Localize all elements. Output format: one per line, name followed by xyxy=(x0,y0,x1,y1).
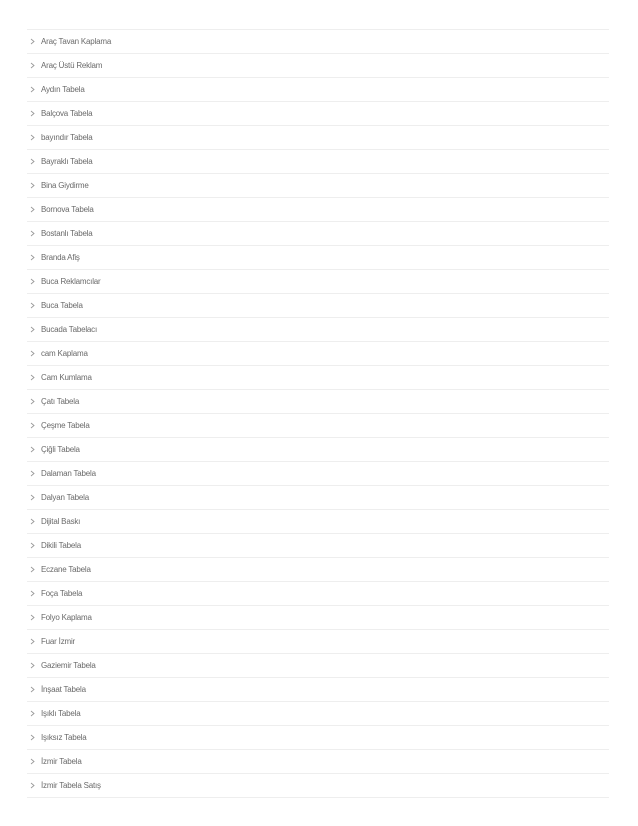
category-link[interactable]: Bornova Tabela xyxy=(41,205,94,214)
category-link[interactable]: Işıksız Tabela xyxy=(41,733,87,742)
category-link[interactable]: Buca Reklamcılar xyxy=(41,277,101,286)
category-link[interactable]: Fuar İzmir xyxy=(41,637,76,646)
chevron-right-icon xyxy=(30,158,36,165)
list-item xyxy=(27,534,609,558)
category-link[interactable]: Branda Afiş xyxy=(41,253,80,262)
category-link[interactable]: Bayraklı Tabela xyxy=(41,157,93,166)
chevron-right-icon xyxy=(30,254,36,261)
category-link[interactable]: Işıklı Tabela xyxy=(41,709,81,718)
category-link[interactable]: Çiğli Tabela xyxy=(41,445,80,454)
category-link[interactable]: bayındır Tabela xyxy=(41,133,93,142)
list-item xyxy=(27,342,609,366)
list-item xyxy=(27,222,609,246)
chevron-right-icon xyxy=(30,446,36,453)
list-item xyxy=(27,294,609,318)
chevron-right-icon xyxy=(30,662,36,669)
chevron-right-icon xyxy=(30,230,36,237)
list-item xyxy=(27,54,609,78)
list-item xyxy=(27,582,609,606)
category-link[interactable]: Dalyan Tabela xyxy=(41,493,89,502)
list-item xyxy=(27,750,609,774)
list-item xyxy=(27,702,609,726)
chevron-right-icon xyxy=(30,350,36,357)
chevron-right-icon xyxy=(30,638,36,645)
chevron-right-icon xyxy=(30,110,36,117)
list-item xyxy=(27,774,609,798)
category-link[interactable]: Dalaman Tabela xyxy=(41,469,96,478)
category-link[interactable]: İzmir Tabela Satış xyxy=(41,781,101,790)
list-item xyxy=(27,102,609,126)
list-item xyxy=(27,126,609,150)
chevron-right-icon xyxy=(30,326,36,333)
chevron-right-icon xyxy=(30,422,36,429)
chevron-right-icon xyxy=(30,758,36,765)
category-link[interactable]: cam Kaplama xyxy=(41,349,88,358)
list-item xyxy=(27,150,609,174)
list-item xyxy=(27,510,609,534)
category-link[interactable]: Cam Kumlama xyxy=(41,373,92,382)
list-item xyxy=(27,606,609,630)
chevron-right-icon xyxy=(30,62,36,69)
category-link[interactable]: Buca Tabela xyxy=(41,301,83,310)
category-link[interactable]: Dikili Tabela xyxy=(41,541,81,550)
category-link[interactable]: Eczane Tabela xyxy=(41,565,91,574)
category-link[interactable]: İnşaat Tabela xyxy=(41,685,86,694)
chevron-right-icon xyxy=(30,542,36,549)
chevron-right-icon xyxy=(30,494,36,501)
list-item xyxy=(27,654,609,678)
list-item xyxy=(27,270,609,294)
chevron-right-icon xyxy=(30,470,36,477)
category-link[interactable]: Çatı Tabela xyxy=(41,397,80,406)
chevron-right-icon xyxy=(30,38,36,45)
list-item xyxy=(27,438,609,462)
list-item xyxy=(27,462,609,486)
chevron-right-icon xyxy=(30,614,36,621)
chevron-right-icon xyxy=(30,686,36,693)
list-item xyxy=(27,390,609,414)
category-link[interactable]: İzmir Tabela xyxy=(41,757,82,766)
chevron-right-icon xyxy=(30,182,36,189)
chevron-right-icon xyxy=(30,566,36,573)
list-item xyxy=(27,198,609,222)
list-item xyxy=(27,174,609,198)
list-item xyxy=(27,486,609,510)
list-item xyxy=(27,78,609,102)
chevron-right-icon xyxy=(30,134,36,141)
category-link[interactable]: Balçova Tabela xyxy=(41,109,93,118)
chevron-right-icon xyxy=(30,734,36,741)
list-item xyxy=(27,726,609,750)
category-link[interactable]: Dijital Baskı xyxy=(41,517,81,526)
list-item xyxy=(27,630,609,654)
category-link[interactable]: Araç Tavan Kaplama xyxy=(41,37,112,46)
list-item xyxy=(27,558,609,582)
category-link[interactable]: Araç Üstü Reklam xyxy=(41,61,103,70)
category-link[interactable]: Gaziemir Tabela xyxy=(41,661,96,670)
list-item xyxy=(27,30,609,54)
chevron-right-icon xyxy=(30,206,36,213)
list-item xyxy=(27,318,609,342)
category-link[interactable]: Bina Giydirme xyxy=(41,181,89,190)
category-link[interactable]: Aydın Tabela xyxy=(41,85,85,94)
category-link[interactable]: Bucada Tabelacı xyxy=(41,325,98,334)
chevron-right-icon xyxy=(30,518,36,525)
category-link[interactable]: Foça Tabela xyxy=(41,589,83,598)
chevron-right-icon xyxy=(30,302,36,309)
category-link[interactable]: Folyo Kaplama xyxy=(41,613,92,622)
chevron-right-icon xyxy=(30,398,36,405)
list-item xyxy=(27,414,609,438)
list-item xyxy=(27,678,609,702)
chevron-right-icon xyxy=(30,278,36,285)
chevron-right-icon xyxy=(30,710,36,717)
chevron-right-icon xyxy=(30,782,36,789)
category-list xyxy=(27,29,609,798)
chevron-right-icon xyxy=(30,590,36,597)
list-item xyxy=(27,246,609,270)
category-link[interactable]: Çeşme Tabela xyxy=(41,421,90,430)
list-item xyxy=(27,366,609,390)
chevron-right-icon xyxy=(30,86,36,93)
category-link[interactable]: Bostanlı Tabela xyxy=(41,229,93,238)
chevron-right-icon xyxy=(30,374,36,381)
